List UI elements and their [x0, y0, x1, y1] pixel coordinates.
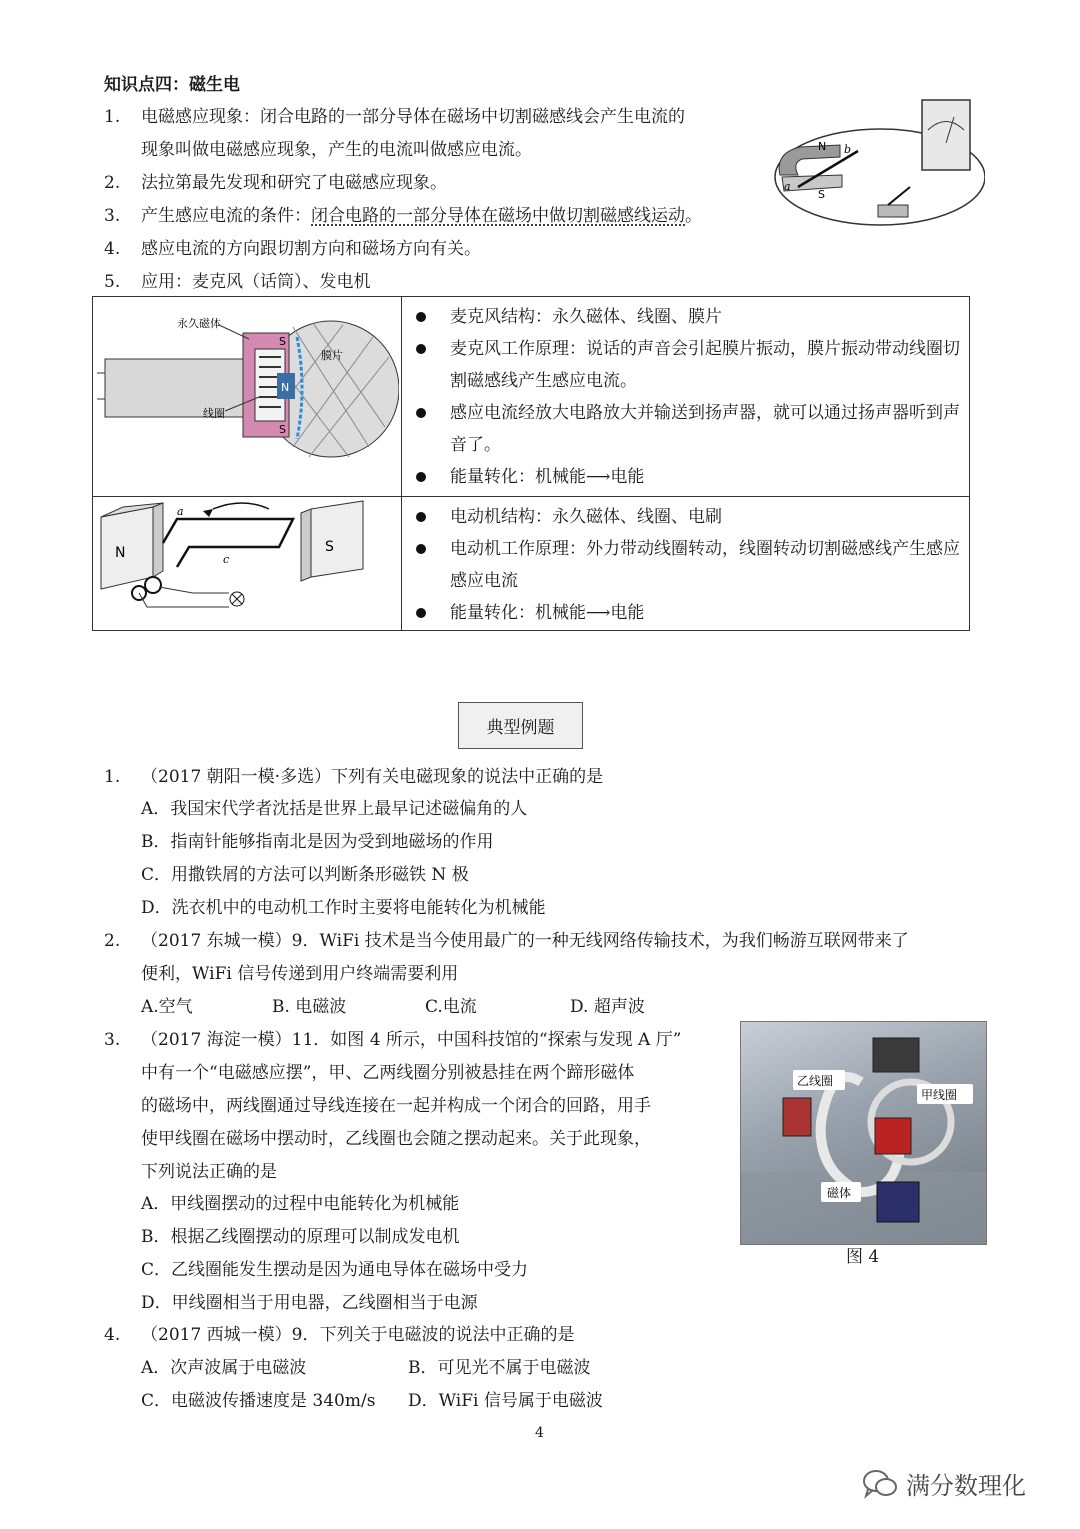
q3-option-b: B．根据乙线圈摆动的原理可以制成发电机	[141, 1227, 460, 1247]
q1-stem: （2017 朝阳一模·多选）下列有关电磁现象的说法中正确的是	[141, 767, 604, 787]
figure-4-caption: 图 4	[846, 1247, 880, 1267]
point-3-prefix: 产生感应电流的条件：	[141, 206, 311, 226]
point-3-text	[141, 204, 702, 228]
mic-label-coil: 线圈	[203, 407, 225, 420]
mic-label-s-top: S	[279, 335, 286, 348]
mic-principle: 麦克风工作原理：说话的声音会引起膜片振动，膜片振动带动线圈切割磁感线产生感应电流。	[414, 333, 969, 397]
q2-option-c: C.电流	[425, 997, 477, 1017]
q2-num: 2.	[104, 931, 121, 951]
q1-num: 1.	[104, 767, 121, 787]
point-3-emphasis: 闭合电路的一部分导体在磁场中做切割磁感线运动	[311, 206, 685, 226]
q3-num: 3.	[104, 1030, 121, 1050]
q2-option-b: B. 电磁波	[272, 997, 347, 1017]
q1-option-b: B．指南针能够指南北是因为受到地磁场的作用	[141, 832, 494, 852]
q3-option-a: A．甲线圈摆动的过程中电能转化为机械能	[141, 1194, 460, 1214]
label-n: N	[818, 140, 827, 153]
mic-label-s-bottom: S	[279, 423, 286, 436]
figure-4-photo	[740, 1021, 987, 1245]
point-3-num: 3.	[104, 206, 121, 226]
point-5-text: 应用：麦克风（话筒）、发电机	[141, 272, 371, 292]
magnet-block-icon	[877, 1182, 919, 1222]
chat-bubble-icon	[862, 1469, 898, 1499]
q1-option-a: A．我国宋代学者沈括是世界上最早记述磁偏角的人	[141, 799, 528, 819]
point-4-num: 4.	[104, 239, 121, 259]
pendulum-photo-drawing	[741, 1022, 986, 1244]
page-number: 4	[535, 1425, 544, 1441]
q4-stem: （2017 西城一模）9．下列关于电磁波的说法中正确的是	[141, 1325, 575, 1345]
mic-label-n: N	[281, 381, 290, 394]
generator-diagram	[93, 497, 399, 625]
gen-structure: 电动机结构：永久磁体、线圈、电刷	[414, 501, 969, 533]
magnet-n-icon	[101, 507, 153, 589]
mic-amplify: 感应电流经放大电路放大并输送到扬声器，就可以通过扬声器听到声音了。	[414, 397, 969, 461]
q2-option-a: A.空气	[141, 997, 193, 1017]
generator-description-cell	[402, 497, 970, 631]
q3-option-c: C．乙线圈能发生摆动是因为通电导体在磁场中受力	[141, 1260, 529, 1280]
q4-option-d: D．WiFi 信号属于电磁波	[408, 1391, 603, 1411]
q1-option-c: C．用撒铁屑的方法可以判断条形磁铁 N 极	[141, 865, 469, 885]
point-2-num: 2.	[104, 173, 121, 193]
examples-heading: 典型例题	[458, 702, 583, 749]
q1-option-d: D．洗衣机中的电动机工作时主要将电能转化为机械能	[141, 898, 546, 918]
gen-label-c: c	[223, 553, 230, 566]
q4-option-c: C．电磁波传播速度是 340m/s	[141, 1391, 376, 1411]
switch-icon	[878, 205, 908, 217]
mic-label-magnet: 永久磁体	[177, 317, 221, 330]
q4-num: 4.	[104, 1325, 121, 1345]
point-3-suffix: 。	[685, 206, 702, 226]
gen-label-s: S	[325, 539, 334, 555]
generator-figure-cell	[93, 497, 402, 631]
point-1-line-1: 电磁感应现象：闭合电路的一部分导体在磁场中切割磁感线会产生电流的	[141, 107, 685, 127]
q2-stem-2: 便利，WiFi 信号传递到用户终端需要利用	[141, 964, 459, 984]
applications-table	[92, 296, 970, 631]
photo-label-magnet: 磁体	[827, 1186, 852, 1200]
horseshoe-magnet-icon	[779, 145, 840, 175]
gen-principle: 电动机工作原理：外力带动线圈转动，线圈转动切割磁感线产生感应感应电流	[414, 533, 969, 597]
label-s: S	[818, 188, 825, 201]
q4-option-b: B．可见光不属于电磁波	[408, 1358, 591, 1378]
magnet-s-icon	[311, 501, 363, 577]
mic-structure: 麦克风结构：永久磁体、线圈、膜片	[414, 301, 969, 333]
microphone-diagram	[93, 297, 399, 491]
watermark-text: 满分数理化	[906, 1472, 1026, 1500]
q3-stem-2: 中有一个“电磁感应摆”，甲、乙两线圈分别被悬挂在两个蹄形磁体	[141, 1063, 635, 1083]
label-b: b	[844, 143, 852, 156]
watermark	[862, 1466, 1026, 1501]
q2-option-d: D. 超声波	[570, 997, 645, 1017]
point-2-text: 法拉第最先发现和研究了电磁感应现象。	[141, 173, 447, 193]
label-a: a	[784, 180, 791, 193]
photo-label-coil-a: 甲线圈	[921, 1088, 958, 1102]
q3-stem-5: 下列说法正确的是	[141, 1162, 277, 1182]
point-5-num: 5.	[104, 272, 121, 292]
microphone-figure-cell	[93, 297, 402, 497]
gen-label-n: N	[115, 545, 126, 561]
mic-energy: 能量转化：机械能⟶电能	[414, 461, 969, 493]
gen-label-a: a	[177, 505, 184, 518]
mic-label-membrane: 膜片	[321, 349, 343, 362]
q3-stem-3: 的磁场中，两线圈通过导线连接在一起并构成一个闭合的回路，用手	[141, 1096, 651, 1116]
microphone-description-cell	[402, 297, 970, 497]
induction-apparatus-figure	[770, 95, 985, 230]
section-title: 知识点四：磁生电	[104, 75, 240, 95]
galvanometer-icon	[922, 100, 970, 170]
q3-stem-1: （2017 海淀一模）11．如图 4 所示，中国科技馆的“探索与发现 A 厅”	[141, 1030, 682, 1050]
gen-energy: 能量转化：机械能⟶电能	[414, 597, 969, 629]
point-4-text: 感应电流的方向跟切割方向和磁场方向有关。	[141, 239, 481, 259]
point-1-num: 1.	[104, 107, 121, 127]
point-1-line-2: 现象叫做电磁感应现象，产生的电流叫做感应电流。	[141, 140, 532, 160]
q3-stem-4: 使甲线圈在磁场中摆动时，乙线圈也会随之摆动起来。关于此现象，	[141, 1129, 651, 1149]
q3-option-d: D．甲线圈相当于用电器，乙线圈相当于电源	[141, 1293, 478, 1313]
q2-stem-1: （2017 东城一模）9．WiFi 技术是当今使用最广的一种无线网络传输技术，为我们畅游互联网带来了	[141, 931, 909, 951]
photo-label-coil-b: 乙线圈	[797, 1074, 834, 1088]
q4-option-a: A．次声波属于电磁波	[141, 1358, 307, 1378]
